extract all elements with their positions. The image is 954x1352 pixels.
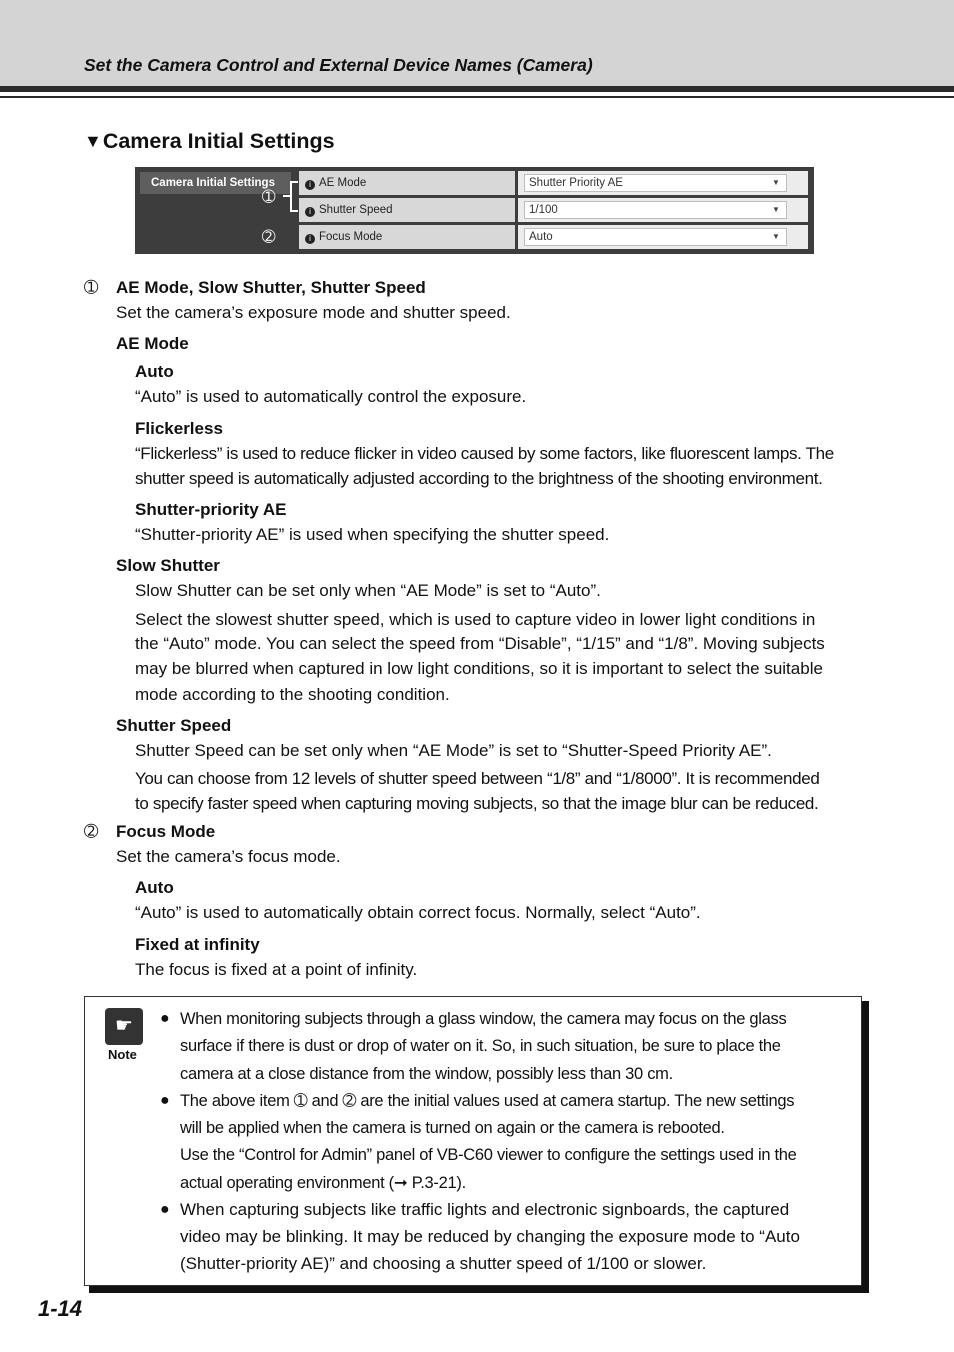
callout-bracket-tick <box>283 195 291 197</box>
item2-title: Focus Mode <box>116 822 216 841</box>
info-icon: i <box>305 180 315 190</box>
shutter-speed-text-line: Shutter Speed can be set only when “AE Mode” is set to “Shutter-Speed Priority AE”. <box>135 741 772 760</box>
note-text-line: The above item ➀ and ➁ are the initial values used at camera startup. The new settings <box>180 1092 795 1110</box>
triangle-icon: ▼ <box>84 131 102 151</box>
header-rule-thin <box>0 96 954 98</box>
section-title <box>84 129 335 154</box>
callout-marker-1: ➀ <box>262 189 276 206</box>
focus-auto-text: “Auto” is used to automatically obtain correct focus. Normally, select “Auto”. <box>135 903 701 922</box>
slow-shutter-text-line: Slow Shutter can be set only when “AE Mode” is set to “Auto”. <box>135 581 601 600</box>
note-text-line: (Shutter-priority AE)” and choosing a shutter speed of 1/100 or slower. <box>180 1254 707 1273</box>
ae-auto-text: “Auto” is used to automatically control the exposure. <box>135 387 527 406</box>
slow-shutter-text-line: Select the slowest shutter speed, which is used to capture video in lower light conditions in <box>135 610 816 629</box>
callout-bracket <box>290 181 298 212</box>
section-title-text: Camera Initial Settings <box>102 129 335 153</box>
flickerless-heading: Flickerless <box>135 419 223 438</box>
shutter-speed-select[interactable]: 1/100 ▼ <box>524 201 787 219</box>
setting-label: i Shutter Speed <box>299 198 515 222</box>
note-text-line: When monitoring subjects through a glass window, the camera may focus on the glass <box>180 1010 787 1028</box>
fixed-infinity-text: The focus is fixed at a point of infinity. <box>135 960 418 979</box>
note-text-line: video may be blinking. It may be reduced by changing the exposure mode to “Auto <box>180 1227 800 1246</box>
bullet-icon: ● <box>160 1010 170 1027</box>
dropdown-arrow-icon: ▼ <box>772 205 780 214</box>
slow-shutter-text-line: may be blurred when captured in low light conditions, so it is important to select the suitable <box>135 659 823 678</box>
note-text-line: Use the “Control for Admin” panel of VB-C60 viewer to configure the settings used in the <box>180 1146 797 1164</box>
dropdown-arrow-icon: ▼ <box>772 232 780 241</box>
ae-auto-heading: Auto <box>135 362 174 381</box>
item-number-2: ➁ <box>84 822 99 841</box>
shutter-priority-ae-text: “Shutter-priority AE” is used when specifying the shutter speed. <box>135 525 610 544</box>
item2-description: Set the camera’s focus mode. <box>116 847 341 866</box>
info-icon: i <box>305 207 315 217</box>
note-text-line: surface if there is dust or drop of water on it. So, in such situation, be sure to place the <box>180 1037 781 1055</box>
flickerless-text-line: “Flickerless” is used to reduce flicker in video caused by some factors, like fluorescent lamps. The <box>135 444 834 463</box>
note-hand-icon <box>105 1008 143 1045</box>
shutter-speed-text-line: You can choose from 12 levels of shutter speed between “1/8” and “1/8000”. It is recommended <box>135 769 820 788</box>
ae-mode-heading: AE Mode <box>116 334 189 353</box>
dropdown-arrow-icon: ▼ <box>772 178 780 187</box>
item1-title: AE Mode, Slow Shutter, Shutter Speed <box>116 278 426 297</box>
bullet-icon: ● <box>160 1092 170 1109</box>
setting-row-focus-mode <box>299 225 808 249</box>
running-header-title: Set the Camera Control and External Device Names (Camera) <box>84 55 593 75</box>
slow-shutter-text-line: the “Auto” mode. You can select the speed from “Disable”, “1/15” and “1/8”. Moving subjects <box>135 634 825 653</box>
shutter-priority-ae-heading: Shutter-priority AE <box>135 500 287 519</box>
panel-tab-camera-initial-settings[interactable]: Camera Initial Settings <box>140 172 291 194</box>
bullet-icon: ● <box>160 1201 170 1218</box>
setting-row-shutter-speed <box>299 198 808 222</box>
note-text-line: When capturing subjects like traffic lights and electronic signboards, the captured <box>180 1200 790 1219</box>
callout-marker-2: ➁ <box>262 229 276 246</box>
shutter-speed-text-line: to specify faster speed when capturing moving subjects, so that the image blur can be reduced. <box>135 794 819 813</box>
info-icon: i <box>305 234 315 244</box>
setting-value-cell <box>518 171 808 195</box>
item-number-1: ➀ <box>84 278 99 297</box>
setting-row-ae-mode <box>299 171 808 195</box>
note-text-line: camera at a close distance from the window, possibly less than 30 cm. <box>180 1065 673 1083</box>
slow-shutter-text-line: mode according to the shooting condition. <box>135 685 450 704</box>
flickerless-text-line: shutter speed is automatically adjusted according to the brightness of the shooting environment. <box>135 469 823 488</box>
page-number: 1-14 <box>38 1296 83 1321</box>
setting-label: i AE Mode <box>299 171 515 195</box>
focus-auto-heading: Auto <box>135 878 174 897</box>
item1-description: Set the camera’s exposure mode and shutter speed. <box>116 303 511 322</box>
note-text-line: will be applied when the camera is turned on again or the camera is rebooted. <box>180 1119 725 1137</box>
shutter-speed-heading: Shutter Speed <box>116 716 232 735</box>
note-text-line: actual operating environment (➞ P.3-21). <box>180 1174 466 1192</box>
setting-value-cell <box>518 198 808 222</box>
note-label: Note <box>108 1047 137 1062</box>
ae-mode-select[interactable]: Shutter Priority AE ▼ <box>524 174 787 192</box>
setting-label: i Focus Mode <box>299 225 515 249</box>
fixed-infinity-heading: Fixed at infinity <box>135 935 260 954</box>
camera-initial-settings-panel <box>135 167 814 254</box>
setting-value-cell <box>518 225 808 249</box>
hand-icon: ☛ <box>115 1015 133 1037</box>
header-rule-thick <box>0 86 954 92</box>
slow-shutter-heading: Slow Shutter <box>116 556 220 575</box>
focus-mode-select[interactable]: Auto ▼ <box>524 228 787 246</box>
